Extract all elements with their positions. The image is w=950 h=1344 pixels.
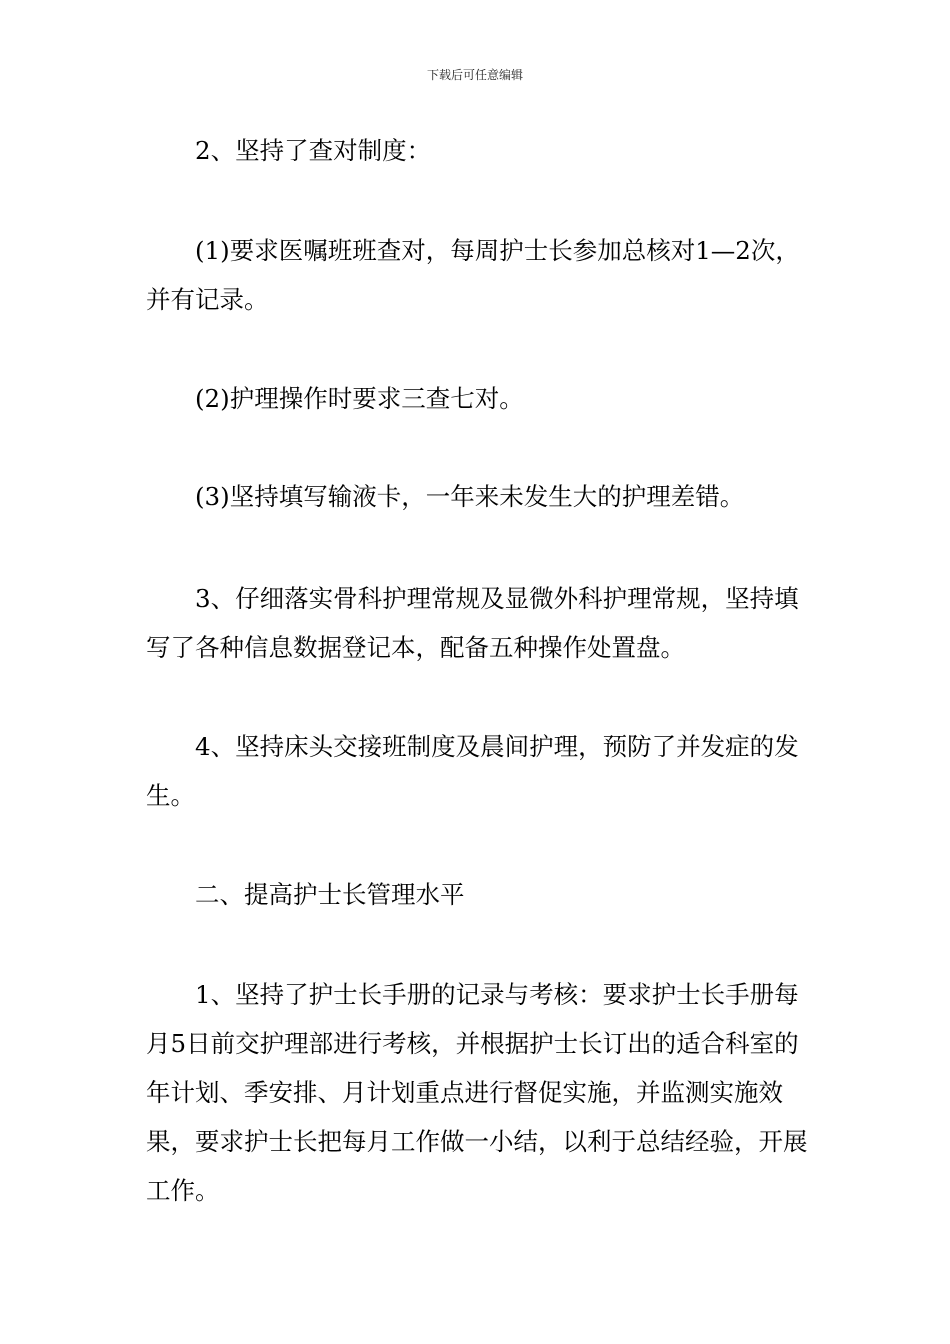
paragraph-three-checks: (2)护理操作时要求三查七对。 xyxy=(195,384,524,413)
section-heading-management: 二、提高护士长管理水平 xyxy=(195,880,465,909)
page-header: 下载后可任意编辑 xyxy=(426,68,523,82)
paragraph-bedside-handover: 4、坚持床头交接班制度及晨间护理，预防了并发症的发生。 xyxy=(146,732,799,810)
paragraph-orthopedic-routine: 3、仔细落实骨科护理常规及显微外科护理常规，坚持填写了各种信息数据登记本，配备五种操作处置盘。 xyxy=(146,584,799,662)
paragraph-infusion-card: (3)坚持填写输液卡，一年来未发生大的护理差错。 xyxy=(195,482,745,511)
paragraph-head-nurse-manual: 1、坚持了护士长手册的记录与考核：要求护士长手册每月5日前交护理部进行考核，并根据护士长订出的适合科室的年计划、季安排、月计划重点进行督促实施，并监测实施效果，要求护士长把每月工作做一小结，以利于总结经验，开展工作。 xyxy=(146,980,808,1205)
paragraph-checking-system: 2、坚持了查对制度： xyxy=(195,136,432,165)
paragraph-order-checking: (1)要求医嘱班班查对，每周护士长参加总核对1—2次，并有记录。 xyxy=(146,236,800,314)
